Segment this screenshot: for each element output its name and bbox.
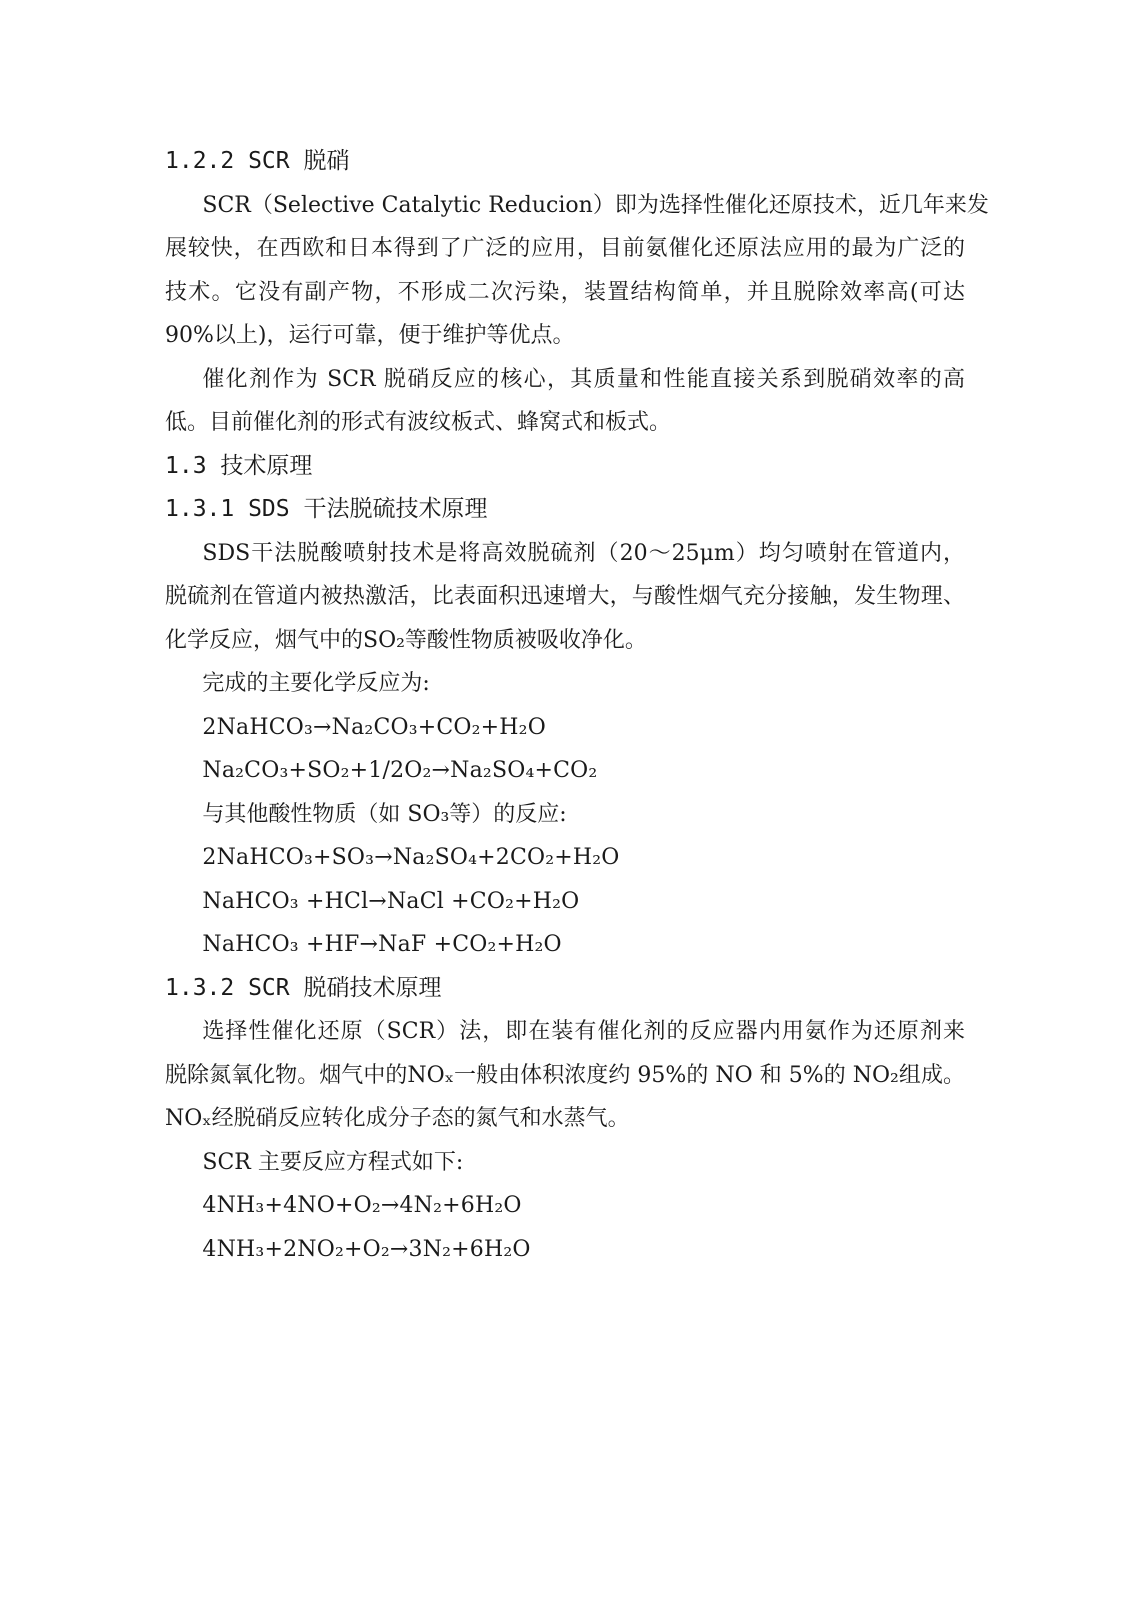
paragraph-line: 化学反应，烟气中的SO₂等酸性物质被吸收净化。	[165, 627, 647, 653]
section-heading: 1.2.2 SCR 脱硝	[165, 148, 350, 174]
paragraph-line: SDS干法脱酸喷射技术是将高效脱硫剂（20～25μm）均匀喷射在管道内，	[202, 540, 965, 566]
paragraph-line: SCR（Selective Catalytic Reducion）即为选择性催化还原技术，近几年来发	[202, 192, 989, 218]
paragraph-line: 脱除氮氧化物。烟气中的NOₓ一般由体积浓度约 95%的 NO 和 5%的 NO₂组成。	[165, 1062, 965, 1088]
chemical-equation: 4NH₃+2NO₂+O₂→3N₂+6H₂O	[202, 1236, 531, 1262]
section-heading: 1.3.1 SDS 干法脱硫技术原理	[165, 496, 488, 522]
section-heading: 1.3.2 SCR 脱硝技术原理	[165, 974, 442, 1001]
section-heading: 1.3 技术原理	[165, 452, 313, 479]
chemical-equation: 2NaHCO₃+SO₃→Na₂SO₄+2CO₂+H₂O	[202, 845, 620, 870]
paragraph-line: 低。目前催化剂的形式有波纹板式、蜂窝式和板式。	[165, 410, 672, 435]
chemical-equation: 2NaHCO₃→Na₂CO₃+CO₂+H₂O	[202, 714, 546, 740]
chemical-equation: NaHCO₃ +HF→NaF +CO₂+H₂O	[202, 932, 562, 957]
paragraph-line: SCR 主要反应方程式如下:	[202, 1149, 464, 1175]
chemical-equation: NaHCO₃ +HCl→NaCl +CO₂+H₂O	[202, 888, 580, 914]
paragraph-line: 技术。它没有副产物，不形成二次污染，装置结构简单，并且脱除效率高(可达	[165, 279, 965, 305]
paragraph-line: 展较快，在西欧和日本得到了广泛的应用，目前氨催化还原法应用的最为广泛的	[165, 236, 965, 261]
chemical-equation: 4NH₃+4NO+O₂→4N₂+6H₂O	[202, 1193, 522, 1218]
paragraph-line: 完成的主要化学反应为:	[202, 671, 430, 696]
paragraph-line: 90%以上)，运行可靠，便于维护等优点。	[165, 323, 575, 348]
paragraph-line: 与其他酸性物质（如 SO₃等）的反应:	[202, 801, 567, 827]
document-content	[165, 0, 989, 1271]
chemical-equation: Na₂CO₃+SO₂+1/2O₂→Na₂SO₄+CO₂	[202, 758, 598, 783]
paragraph-line: NOₓ经脱硝反应转化成分子态的氮气和水蒸气。	[165, 1106, 630, 1131]
paragraph-line: 选择性催化还原（SCR）法，即在装有催化剂的反应器内用氨作为还原剂来	[202, 1019, 965, 1044]
paragraph-line: 催化剂作为 SCR 脱硝反应的核心，其质量和性能直接关系到脱硝效率的高	[202, 366, 965, 392]
paragraph-line: 脱硫剂在管道内被热激活，比表面积迅速增大，与酸性烟气充分接触，发生物理、	[165, 584, 965, 609]
